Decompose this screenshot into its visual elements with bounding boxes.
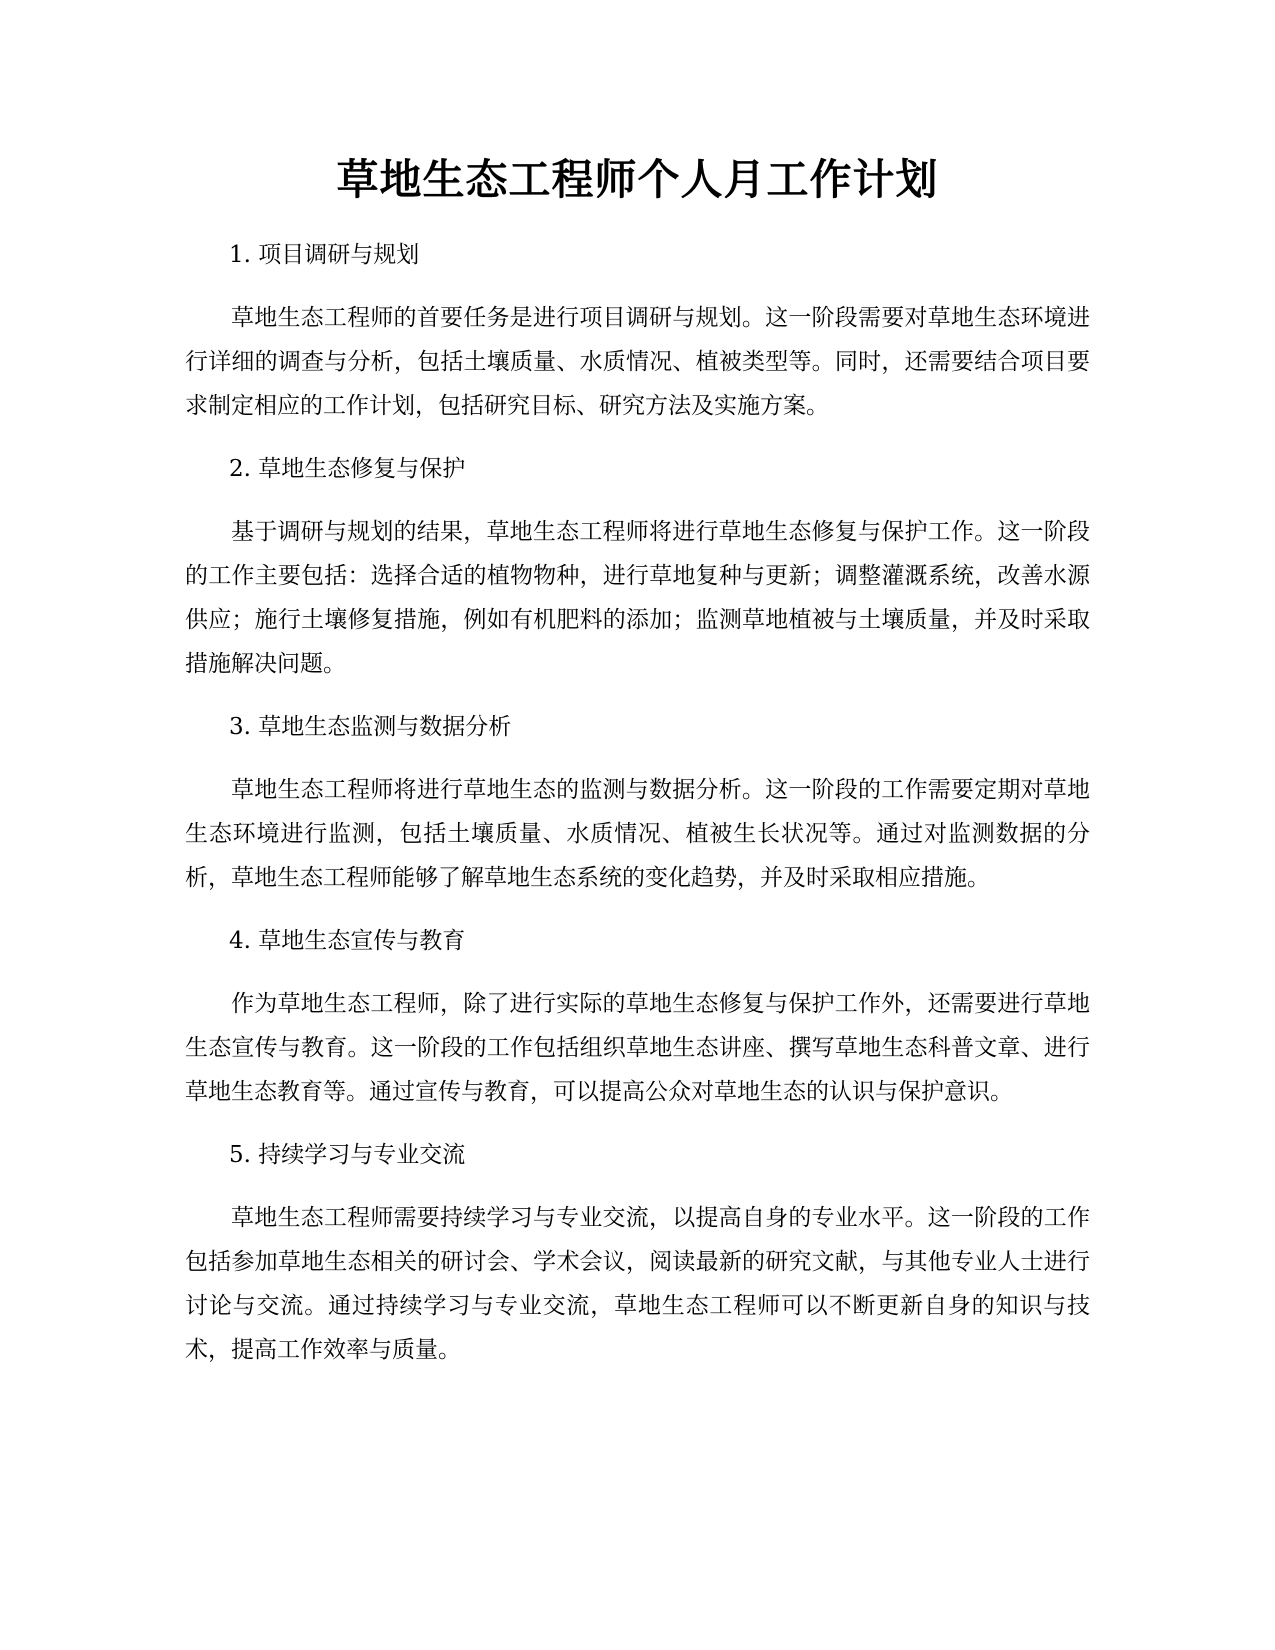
- section-heading-4: 4. 草地生态宣传与教育: [229, 928, 466, 954]
- section-paragraph-3: 草地生态工程师将进行草地生态的监测与数据分析。这一阶段的工作需要定期对草地生态环境进行监测，包括土壤质量、水质情况、植被生长状况等。通过对监测数据的分析，草地生态工程师能够了解草地生态系统的变化趋势，并及时采取相应措施。: [185, 777, 1090, 891]
- section-paragraph-1: 草地生态工程师的首要任务是进行项目调研与规划。这一阶段需要对草地生态环境进行详细的调查与分析，包括土壤质量、水质情况、植被类型等。同时，还需要结合项目要求制定相应的工作计划，包括研究目标、研究方法及实施方案。: [185, 305, 1090, 419]
- section-heading-3: 3. 草地生态监测与数据分析: [229, 714, 512, 740]
- section-paragraph-2: 基于调研与规划的结果，草地生态工程师将进行草地生态修复与保护工作。这一阶段的工作主要包括：选择合适的植物物种，进行草地复种与更新；调整灌溉系统，改善水源供应；施行土壤修复措施，例如有机肥料的添加；监测草地植被与土壤质量，并及时采取措施解决问题。: [185, 519, 1090, 677]
- document-page: [185, 0, 1090, 1372]
- section-heading-2: 2. 草地生态修复与保护: [229, 456, 466, 482]
- section-heading-1: 1. 项目调研与规划: [229, 242, 420, 268]
- section-paragraph-5: 草地生态工程师需要持续学习与专业交流，以提高自身的专业水平。这一阶段的工作包括参加草地生态相关的研讨会、学术会议，阅读最新的研究文献，与其他专业人士进行讨论与交流。通过持续学习与专业交流，草地生态工程师可以不断更新自身的知识与技术，提高工作效率与质量。: [185, 1205, 1090, 1363]
- section-paragraph-4: 作为草地生态工程师，除了进行实际的草地生态修复与保护工作外，还需要进行草地生态宣传与教育。这一阶段的工作包括组织草地生态讲座、撰写草地生态科普文章、进行草地生态教育等。通过宣传与教育，可以提高公众对草地生态的认识与保护意识。: [185, 991, 1090, 1105]
- page-title: 草地生态工程师个人月工作计划: [336, 155, 939, 204]
- section-heading-5: 5. 持续学习与专业交流: [229, 1142, 466, 1168]
